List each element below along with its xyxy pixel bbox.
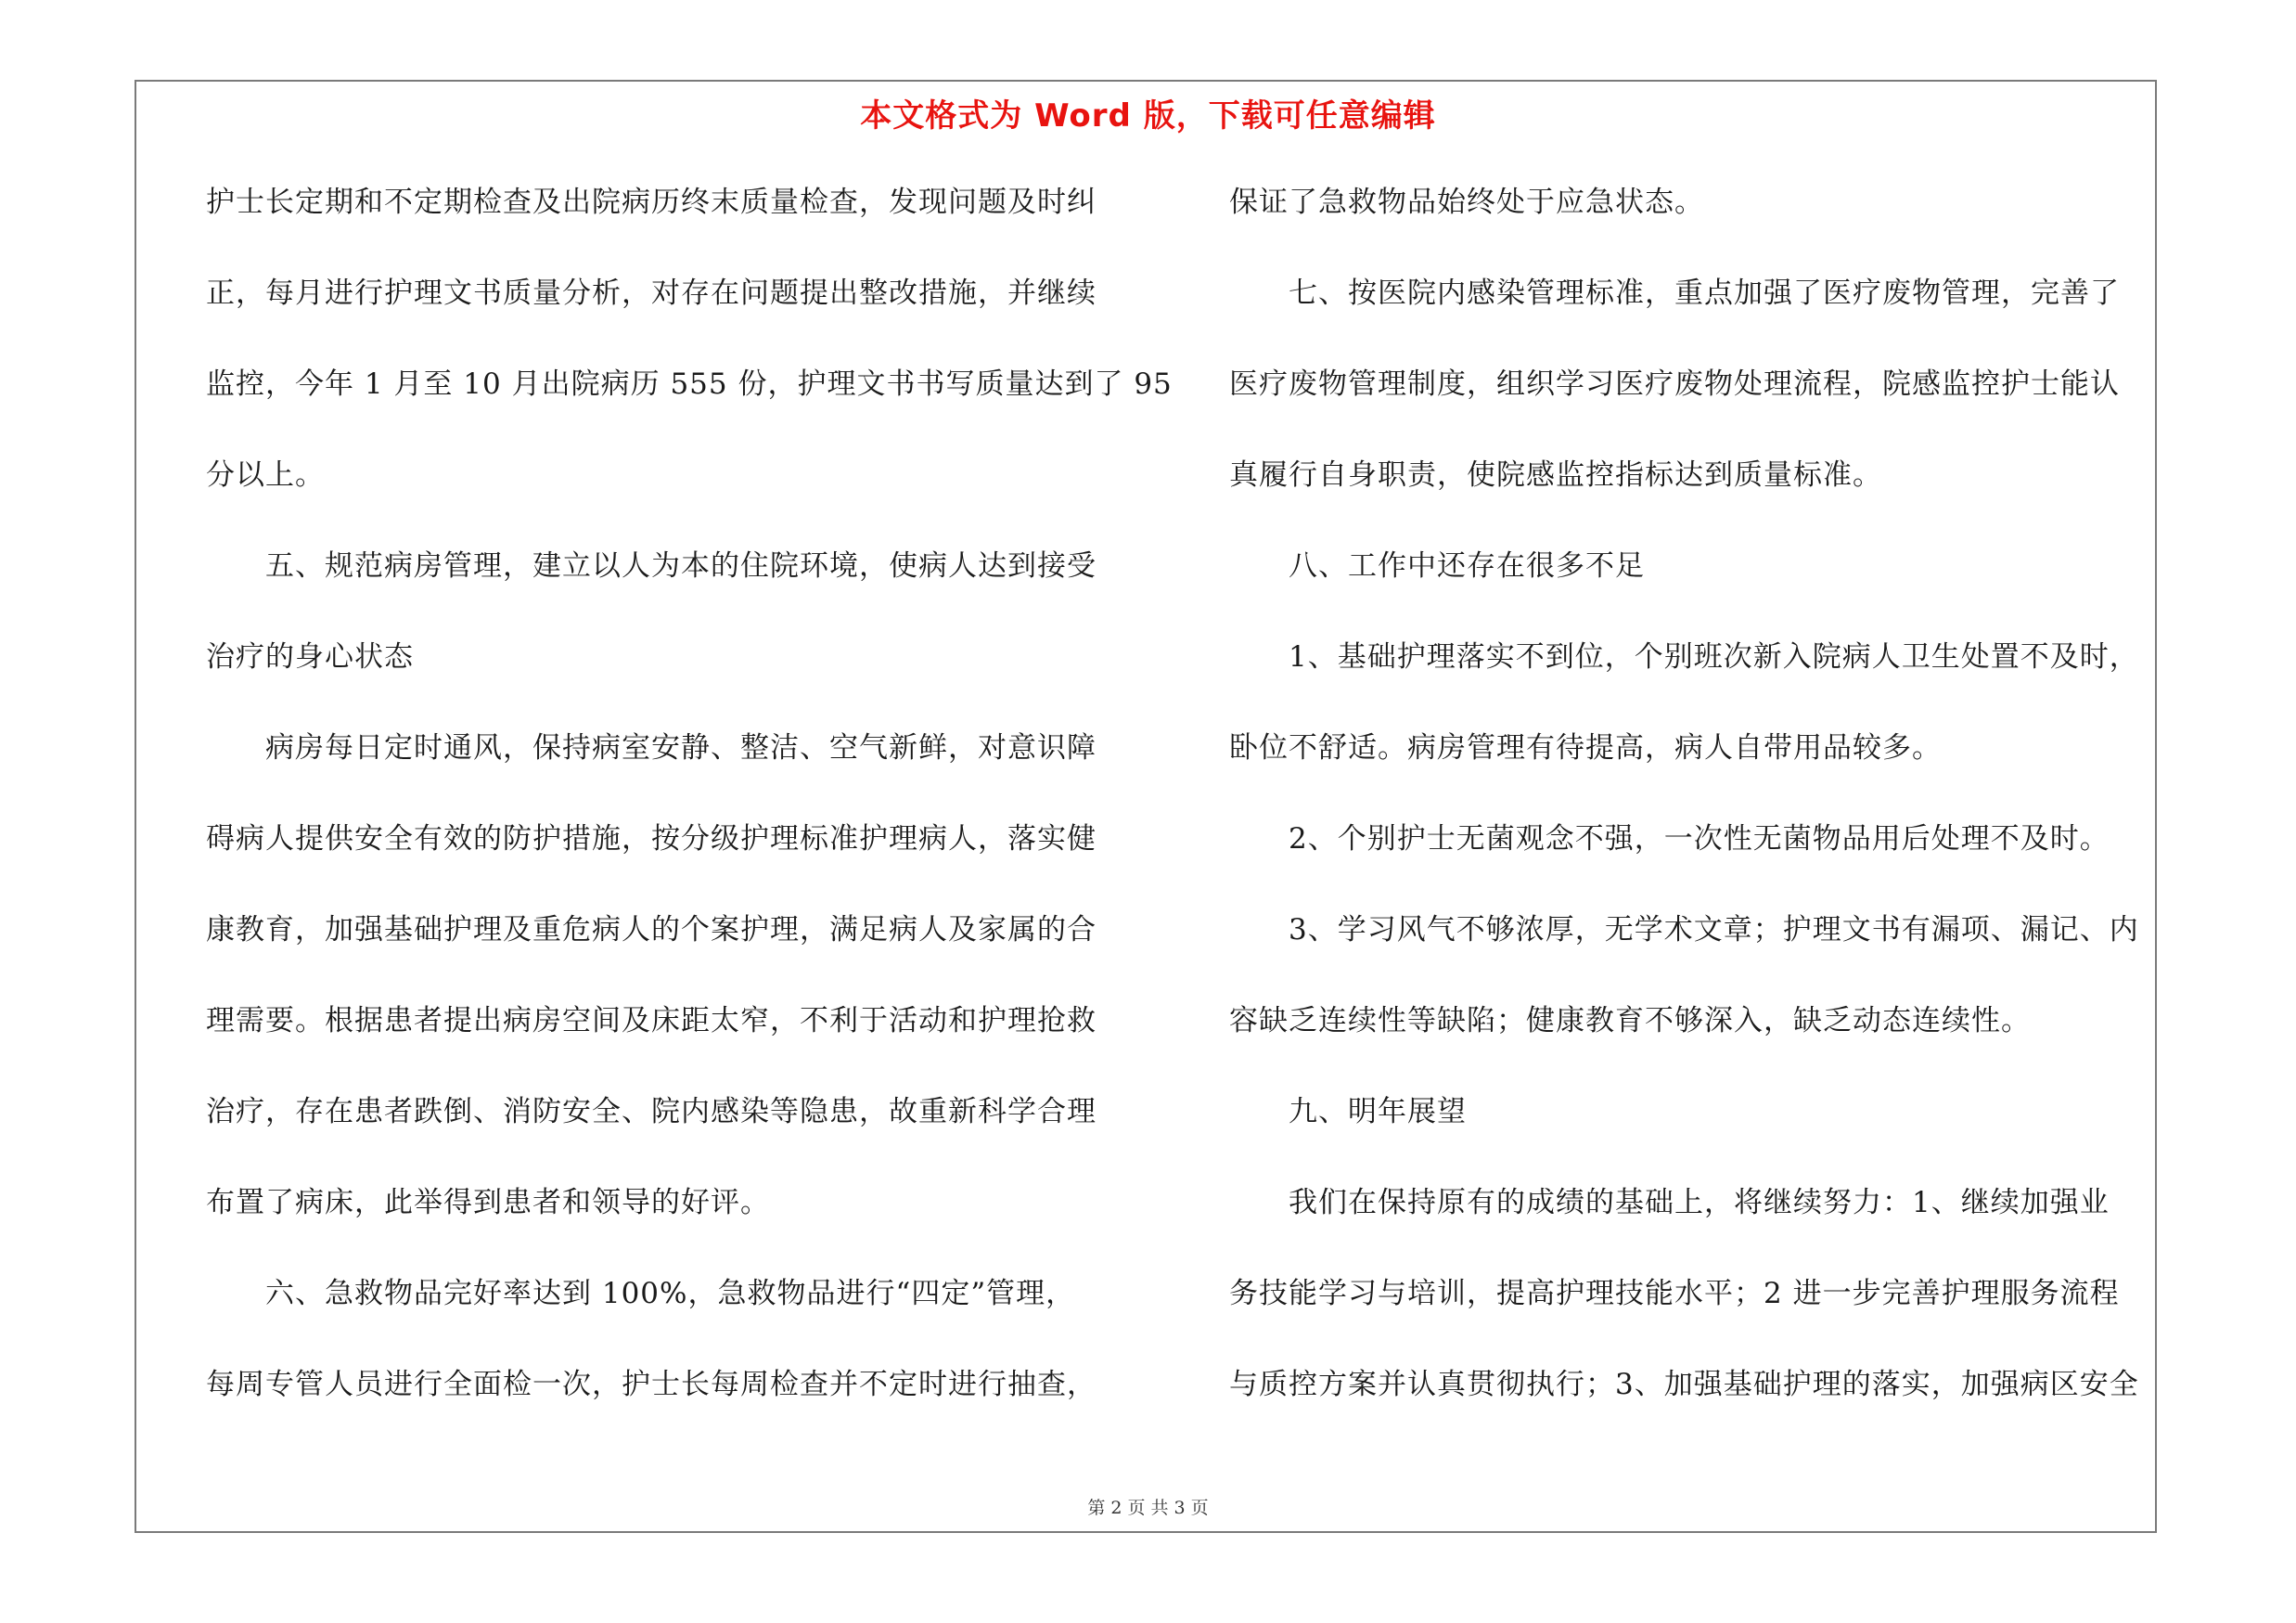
text-line: 布置了病床，此举得到患者和领导的好评。 [206, 1186, 770, 1219]
text-line: 每周专管人员进行全面检一次，护士长每周检查并不定时进行抽查， [206, 1368, 1097, 1401]
text-line: 容缺乏连续性等缺陷；健康教育不够深入，缺乏动态连续性。 [1229, 1004, 2031, 1037]
text-line: 真履行自身职责，使院感监控指标达到质量标准。 [1229, 458, 1882, 492]
text-line: 六、急救物品完好率达到 100%，急救物品进行“四定”管理， [206, 1277, 1076, 1310]
text-line: 护士长定期和不定期检查及出院病历终末质量检查，发现问题及时纠 [206, 186, 1097, 219]
text-line: 康教育，加强基础护理及重危病人的个案护理，满足病人及家属的合 [206, 913, 1097, 947]
text-line: 3、学习风气不够浓厚，无学术文章；护理文书有漏项、漏记、内 [1229, 913, 2139, 947]
text-line: 八、工作中还存在很多不足 [1229, 549, 1645, 583]
right-text-column [1229, 184, 2157, 1457]
text-line: 2、个别护士无菌观念不强，一次性无菌物品用后处理不及时。 [1229, 822, 2110, 856]
text-line: 正，每月进行护理文书质量分析，对存在问题提出整改措施，并继续 [206, 277, 1097, 310]
text-line: 保证了急救物品始终处于应急状态。 [1229, 186, 1704, 219]
text-line: 五、规范病房管理，建立以人为本的住院环境，使病人达到接受 [206, 549, 1097, 583]
text-line: 治疗的身心状态 [206, 640, 414, 674]
text-line: 分以上。 [206, 458, 325, 492]
text-line: 九、明年展望 [1229, 1095, 1467, 1128]
text-line: 监控，今年 1 月至 10 月出院病历 555 份，护理文书书写质量达到了 95 [206, 367, 1173, 401]
left-text-column [206, 184, 1173, 1457]
text-line: 我们在保持原有的成绩的基础上，将继续努力：1、继续加强业 [1229, 1186, 2110, 1219]
text-line: 务技能学习与培训，提高护理技能水平；2 进一步完善护理服务流程 [1229, 1277, 2120, 1310]
text-line: 与质控方案并认真贯彻执行；3、加强基础护理的落实，加强病区安全 [1229, 1368, 2139, 1401]
text-line: 理需要。根据患者提出病房空间及床距太窄，不利于活动和护理抢救 [206, 1004, 1097, 1037]
text-line: 卧位不舒适。病房管理有待提高，病人自带用品较多。 [1229, 731, 1942, 765]
text-line: 1、基础护理落实不到位，个别班次新入院病人卫生处置不及时， [1229, 640, 2139, 674]
page-number-footer: 第 2 页 共 3 页 [1087, 1498, 1209, 1518]
text-line: 病房每日定时通风，保持病室安静、整洁、空气新鲜，对意识障 [206, 731, 1097, 765]
text-line: 医疗废物管理制度，组织学习医疗废物处理流程，院感监控护士能认 [1229, 367, 2120, 401]
text-line: 治疗，存在患者跌倒、消防安全、院内感染等隐患，故重新科学合理 [206, 1095, 1097, 1128]
text-line: 七、按医院内感染管理标准，重点加强了医疗废物管理，完善了 [1229, 277, 2120, 310]
format-banner: 本文格式为 Word 版，下载可任意编辑 [860, 97, 1436, 135]
text-line: 碍病人提供安全有效的防护措施，按分级护理标准护理病人，落实健 [206, 822, 1097, 856]
